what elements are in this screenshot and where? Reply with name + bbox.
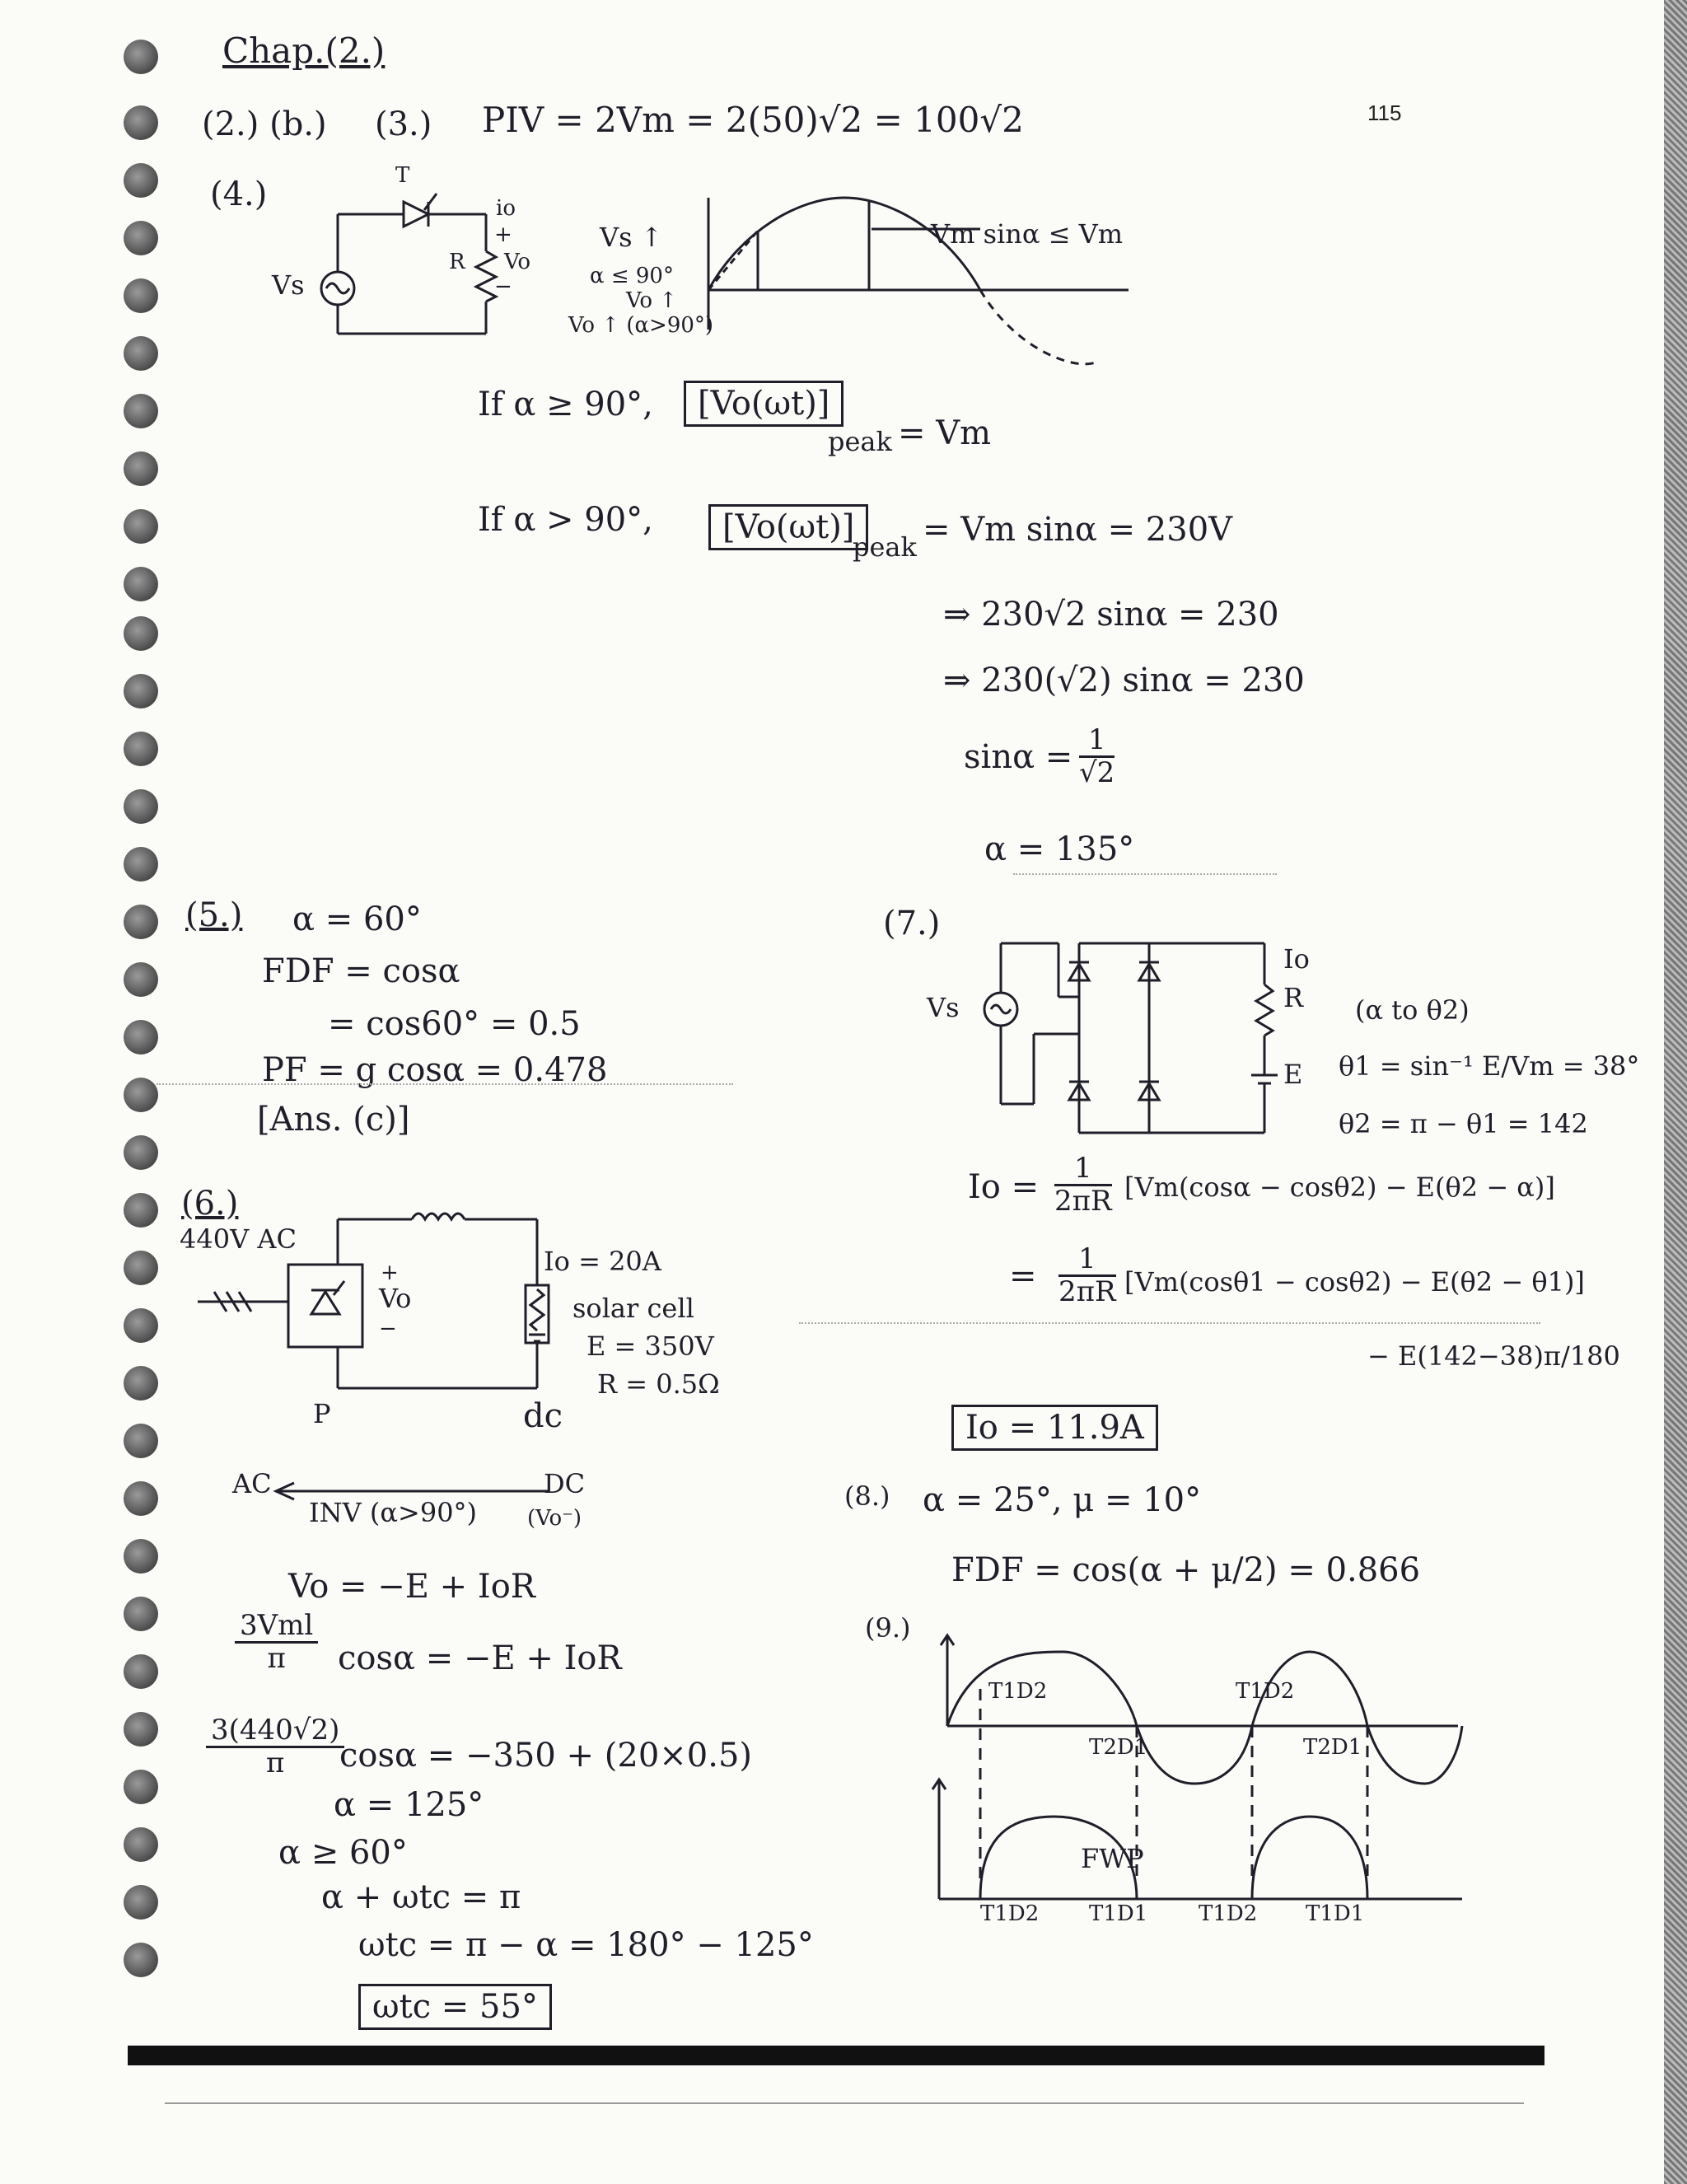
q7-io2-fraction	[1058, 1244, 1116, 1308]
q9-bottom-label-3: T1D2	[1199, 1901, 1258, 1926]
q5-line3: = cos60° = 0.5	[328, 1005, 581, 1043]
binder-hole	[124, 1251, 158, 1285]
q7-current: Io	[1283, 943, 1310, 975]
dotted-guide	[157, 1083, 733, 1085]
binder-hole	[124, 905, 158, 939]
binder-hole	[124, 1481, 158, 1516]
q7-io2-num: 1	[1058, 1244, 1116, 1277]
q5-line5: [Ans. (c)]	[257, 1101, 410, 1139]
q7-io2-den: 2πR	[1058, 1275, 1116, 1309]
binder-hole	[124, 509, 158, 544]
q6-eq2-rest: cosα = −E + IoR	[338, 1639, 622, 1677]
q4-step3-den: √2	[1079, 756, 1115, 790]
q3-label: (3.)	[375, 105, 432, 143]
q6-side-dc: dc	[523, 1397, 563, 1435]
q5-line1: α = 60°	[292, 900, 422, 938]
binder-hole	[124, 847, 158, 882]
q4-minus: −	[494, 274, 512, 299]
binder-hole	[124, 1539, 158, 1574]
q4-ann-alpha: α ≤ 90°	[590, 264, 674, 288]
q8-line1: α = 25°, μ = 10°	[923, 1481, 1202, 1519]
binder-hole	[124, 1885, 158, 1920]
binder-hole	[124, 674, 158, 709]
q5-line4: PF = g cosα = 0.478	[262, 1051, 608, 1089]
binder-hole	[124, 1078, 158, 1112]
binder-hole	[124, 336, 158, 371]
q4-peak-label: Vm sinα ≤ Vm	[931, 218, 1124, 250]
q4-plus: +	[494, 222, 512, 247]
q6-arrow-left: AC	[232, 1468, 272, 1499]
q4-step1: ⇒ 230√2 sinα = 230	[943, 596, 1279, 634]
q2-answer: (2.) (b.)	[202, 105, 327, 143]
q4-vo-label: Vo	[504, 250, 531, 274]
q4-current-label: io	[496, 196, 516, 221]
q7-io3: − E(142−38)π/180	[1367, 1340, 1620, 1372]
dotted-guide	[1013, 873, 1277, 875]
binder-hole	[124, 451, 158, 486]
q4-line1-sub: peak	[828, 426, 892, 457]
q6-emf: E = 350V	[586, 1331, 714, 1362]
binder-hole	[124, 732, 158, 766]
binder-hole	[124, 394, 158, 428]
q6-plus: +	[381, 1260, 399, 1285]
q9-bottom-label-2: T1D1	[1089, 1901, 1148, 1926]
q7-io-rest: [Vm(cosα − cosθ2) − E(θ2 − α)]	[1124, 1172, 1555, 1203]
binder-hole	[124, 1654, 158, 1689]
q6-eq2-fraction	[235, 1611, 318, 1675]
q7-result: Io = 11.9A	[951, 1405, 1158, 1451]
chapter-heading: Chap.(2.)	[222, 30, 386, 71]
q4-ann-vs: Vs ↑	[600, 222, 663, 253]
q7-label: (7.)	[883, 905, 941, 942]
q9-waveform-diagram	[931, 1635, 1466, 1907]
q9-bottom-label-1: T1D2	[980, 1901, 1040, 1926]
q4-line1-expr: [Vo(ωt)]	[684, 381, 844, 427]
q6-res: R = 0.5Ω	[597, 1368, 720, 1400]
q4-line2-left: If α > 90°,	[478, 501, 653, 539]
binder-hole	[124, 1020, 158, 1055]
q6-current: Io = 20A	[544, 1246, 661, 1277]
binder-hole	[124, 1827, 158, 1862]
binder-hole	[124, 1597, 158, 1631]
binder-hole	[124, 1424, 158, 1458]
q6-eq2-num: 3Vml	[235, 1611, 318, 1644]
binder-hole	[124, 789, 158, 824]
q9-top-label-1: T1D2	[988, 1679, 1048, 1704]
q4-step3-fraction	[1079, 725, 1115, 789]
q9-top-label-3: T1D2	[1236, 1679, 1295, 1704]
q8-label: (8.)	[844, 1480, 890, 1512]
binder-hole	[124, 1308, 158, 1343]
q6-eq4: α = 125°	[334, 1786, 484, 1824]
q7-res: R	[1283, 982, 1304, 1013]
q9-top-label-2: T2D1	[1089, 1735, 1148, 1760]
q5-line2: FDF = cosα	[262, 952, 460, 990]
q6-eq1: Vo = −E + IoR	[288, 1568, 535, 1606]
q4-ann-vo2: Vo ↑ (α>90°)	[568, 313, 714, 338]
q4-resistor-label: R	[449, 250, 465, 274]
q6-label: (6.)	[181, 1185, 239, 1223]
q6-eq8: ωtc = 55°	[358, 1984, 552, 2030]
q6-eq3-fraction	[206, 1715, 344, 1779]
binder-hole	[124, 1366, 158, 1401]
q7-note2: θ1 = sin⁻¹ E/Vm = 38°	[1339, 1050, 1640, 1082]
q7-note1: (α to θ2)	[1355, 994, 1470, 1026]
q5-label: (5.)	[185, 896, 243, 934]
q6-eq3-den: π	[266, 1747, 285, 1780]
q8-line2: FDF = cos(α + μ/2) = 0.866	[951, 1551, 1421, 1589]
q4-line2-sub: peak	[853, 531, 917, 563]
q6-source: 440V AC	[180, 1223, 297, 1255]
q9-fwp: FWP	[1081, 1843, 1144, 1874]
q3-piv-equation: PIV = 2Vm = 2(50)√2 = 100√2	[482, 100, 1024, 140]
q6-vo: Vo	[379, 1283, 412, 1314]
q4-thyristor-label: T	[395, 163, 410, 188]
q4-step2: ⇒ 230(√2) sinα = 230	[943, 662, 1305, 699]
q6-eq3-num: 3(440√2)	[206, 1715, 344, 1748]
binder-hole	[124, 1943, 158, 1977]
q6-minus: −	[379, 1316, 397, 1341]
thin-rule	[165, 2102, 1524, 2104]
q9-label: (9.)	[865, 1612, 911, 1644]
binder-hole	[124, 1770, 158, 1804]
binder-hole	[124, 105, 158, 140]
q4-ann-vo: Vo ↑	[626, 288, 678, 313]
binder-hole	[124, 163, 158, 198]
binder-hole	[124, 962, 158, 997]
q7-io-num: 1	[1054, 1153, 1112, 1186]
q7-io-fraction	[1054, 1153, 1112, 1218]
torn-page-edge	[1664, 0, 1687, 2184]
q7-io2-lhs: =	[1009, 1257, 1037, 1295]
q6-eq6: α + ωtc = π	[321, 1878, 521, 1916]
q6-eq7: ωtc = π − α = 180° − 125°	[358, 1926, 814, 1964]
binder-hole	[124, 1135, 158, 1170]
q6-arrow-text: INV (α>90°)	[309, 1497, 478, 1528]
q4-line2-right: = Vm sinα = 230V	[923, 511, 1233, 549]
binder-hole	[124, 616, 158, 651]
q7-note3: θ2 = π − θ1 = 142	[1339, 1108, 1588, 1139]
q9-bottom-label-4: T1D1	[1306, 1901, 1365, 1926]
binder-hole	[124, 278, 158, 313]
q9-top-label-4: T2D1	[1303, 1735, 1362, 1760]
q4-source-label: Vs	[272, 269, 305, 301]
q7-source: Vs	[927, 992, 960, 1023]
q7-io-lhs: Io =	[968, 1168, 1040, 1206]
dotted-guide	[799, 1322, 1540, 1324]
q4-line1-left: If α ≥ 90°,	[478, 386, 653, 423]
q4-step3-num: 1	[1079, 725, 1115, 758]
q6-arrow-right: DC	[544, 1468, 586, 1499]
q6-eq2-den: π	[267, 1642, 286, 1676]
q6-eq5: α ≥ 60°	[278, 1834, 408, 1872]
binder-hole	[124, 221, 158, 255]
binder-hole	[124, 40, 158, 74]
bottom-rule	[128, 2046, 1544, 2065]
q7-emf: E	[1283, 1059, 1303, 1090]
q6-solar: solar cell	[572, 1293, 694, 1324]
q4-line2-expr: [Vo(ωt)]	[708, 504, 868, 550]
q6-arrow-note: (Vo⁻)	[527, 1506, 582, 1531]
q4-step3-left: sinα =	[964, 738, 1073, 776]
q7-io-den: 2πR	[1054, 1185, 1112, 1218]
q4-label: (4.)	[210, 175, 268, 213]
q7-io2-rest: [Vm(cosθ1 − cosθ2) − E(θ2 − θ1)]	[1124, 1266, 1585, 1298]
q4-line1-right: = Vm	[898, 414, 992, 452]
q6-side-p: P	[313, 1398, 331, 1429]
binder-hole	[124, 567, 158, 601]
binder-hole	[124, 1712, 158, 1747]
page-number: 115	[1367, 101, 1402, 125]
binder-hole	[124, 1193, 158, 1228]
q6-eq3-rest: cosα = −350 + (20×0.5)	[339, 1737, 753, 1775]
q4-result: α = 135°	[984, 830, 1135, 868]
